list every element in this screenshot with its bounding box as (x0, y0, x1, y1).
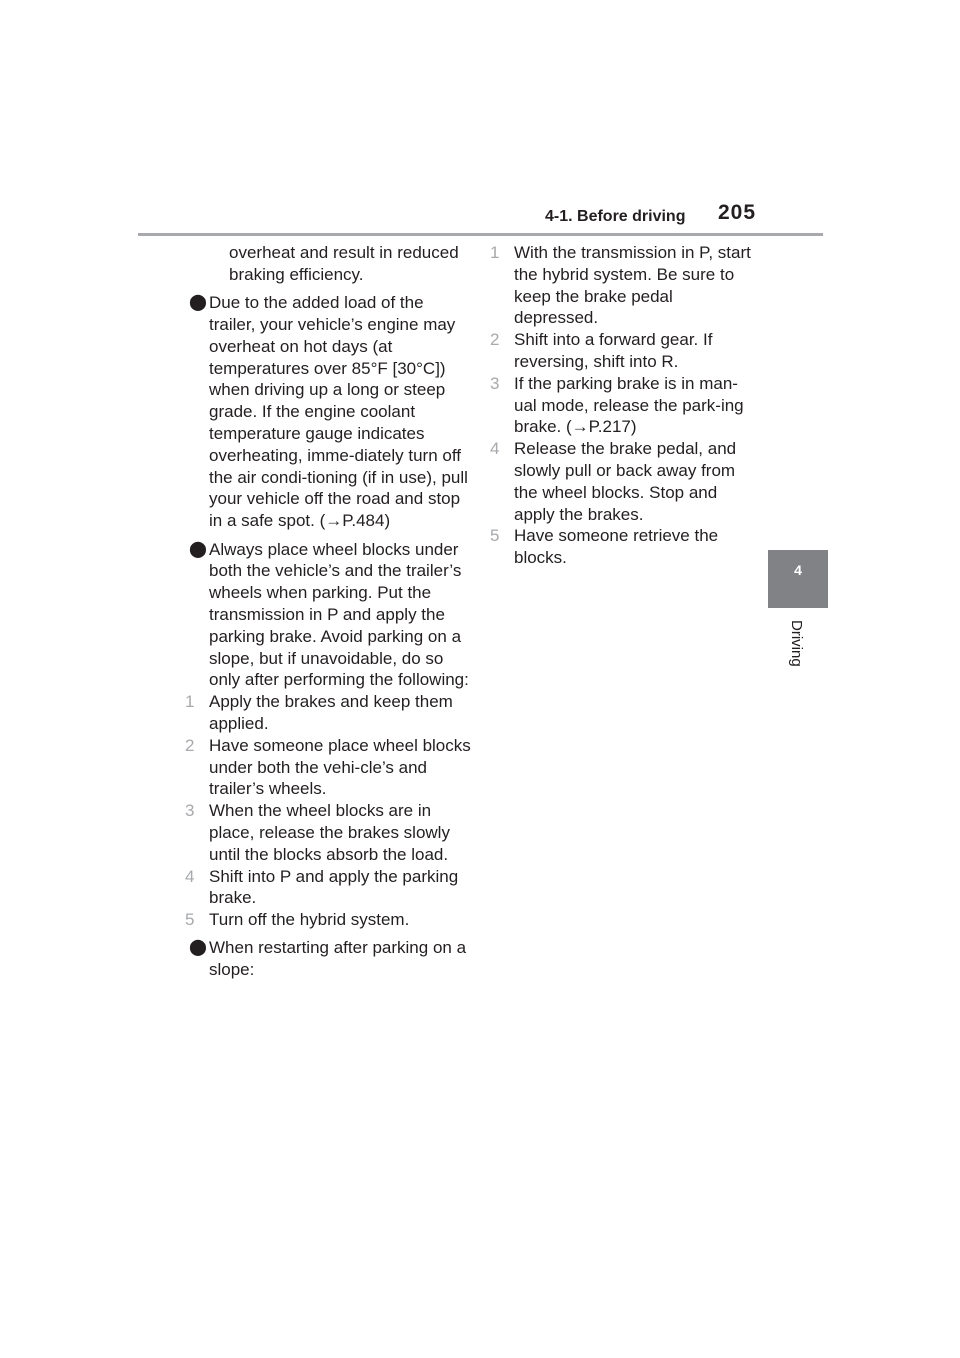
step-number: 5 (185, 910, 195, 930)
page-number: 205 (718, 201, 757, 224)
step-item (185, 909, 471, 931)
step-number: 5 (490, 526, 500, 546)
chapter-label: Driving (788, 620, 805, 667)
continuation-paragraph: overheat and result in reduced braking efficiency. (229, 243, 459, 284)
step-text: Shift into P and apply the parking brake. (209, 866, 459, 908)
step-item (185, 800, 471, 865)
header-rule (138, 233, 823, 236)
bullet-item (189, 937, 471, 981)
chapter-tab-number: 4 (794, 562, 802, 578)
step-text: Have someone place wheel blocks under both the vehi-cle’s and trailer’s wheels. (209, 735, 471, 799)
step-item (490, 438, 760, 525)
bullet-text: Always place wheel blocks under both the vehicle’s and the trailer’s wheels when parking. Put the transmission in P and apply the parking brake. Avoid parking on a slope, but if unavoidable, do so only after performing the following: (209, 539, 469, 690)
step-text: When the wheel blocks are in place, release the brakes slowly until the blocks absorb the load. (209, 801, 450, 864)
step-text: Have someone retrieve the blocks. (514, 526, 719, 568)
step-item (185, 866, 471, 910)
step-text: Turn off the hybrid system. (209, 910, 410, 930)
step-number: 4 (490, 439, 500, 459)
step-text: With the transmission in P, start the hybrid system. Be sure to keep the brake pedal depressed. (514, 243, 751, 328)
step-number: 2 (185, 735, 195, 755)
step-text: If the parking brake is in man-ual mode, release the park-ing brake. (→P.217) (514, 373, 744, 437)
step-text: Apply the brakes and keep them applied. (209, 692, 453, 733)
chapter-tab[interactable] (768, 550, 828, 608)
step-number: 1 (490, 243, 500, 262)
step-item (185, 691, 471, 735)
step-text: Shift into a forward gear. If reversing, shift into R. (514, 330, 713, 371)
bullet-icon: ⬤ (189, 294, 207, 312)
step-item (490, 242, 760, 329)
bullet-item (189, 539, 471, 692)
step-item (490, 373, 760, 438)
bullet-text: When restarting after parking on a slope: (209, 938, 467, 980)
step-item (490, 329, 760, 373)
step-number: 3 (490, 373, 500, 393)
step-item (185, 735, 471, 800)
step-number: 3 (185, 801, 195, 821)
step-number: 1 (185, 692, 195, 712)
bullet-icon: ⬤ (189, 540, 207, 558)
step-number: 2 (490, 330, 500, 350)
bullet-item (189, 292, 471, 532)
bullet-icon: ⬤ (189, 939, 207, 957)
header-title: 4-1. Before driving (545, 208, 686, 225)
left-column (185, 238, 471, 981)
bullet-text: Due to the added load of the trailer, your vehicle’s engine may overheat on hot days (at temperatures over 85°F [30°C]) when driving up a long or steep grade. If the engine coolant temperature gauge indicates overheating, imme-diately turn off the air condi-tioning (if in use), pull your vehicle off the road and stop in a safe spot. (→P.484) (209, 293, 468, 531)
step-item (490, 525, 760, 569)
right-column (490, 238, 760, 569)
step-number: 4 (185, 866, 195, 886)
step-text: Release the brake pedal, and slowly pull or back away from the wheel blocks. Stop and apply the brakes. (514, 439, 737, 524)
